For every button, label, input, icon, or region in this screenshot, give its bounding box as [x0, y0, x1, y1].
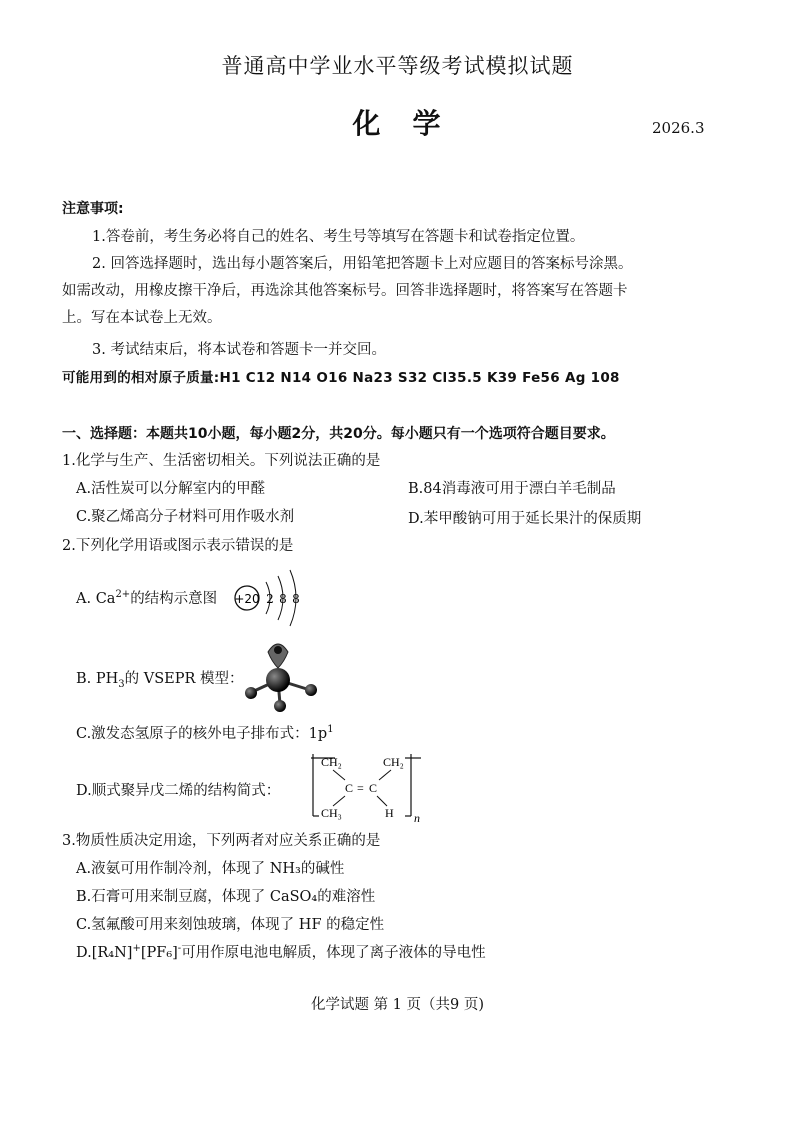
q1-option-d: D.苯甲酸钠可用于延长果汁的保质期	[408, 511, 642, 527]
notice-item-3: 3. 考试结束后，将本试卷和答题卡一并交回。	[92, 342, 386, 358]
notice-item-2: 2. 回答选择题时，选出每小题答案后，用铅笔把答题卡上对应题目的答案标号涂黑。	[92, 256, 633, 272]
q1-option-b: B.84消毒液可用于漂白羊毛制品	[408, 481, 616, 497]
q2-option-c	[76, 722, 334, 743]
label-ch2-left: CH₂	[321, 755, 342, 769]
shell-electrons-1: 2	[266, 592, 274, 606]
vsepr-model-figure	[240, 638, 320, 714]
label-double-bond: =	[357, 781, 364, 795]
bond-ch2-c1	[333, 770, 345, 780]
subject-title: 化 学	[352, 107, 443, 140]
shell-electrons-2: 8	[279, 592, 287, 606]
q3-d-sup1: +	[132, 943, 141, 955]
nucleus-charge: +20	[234, 592, 260, 606]
exam-date: 2026.3	[652, 119, 705, 137]
q2-b-sub: 3	[118, 678, 125, 690]
q3-option-a: A.液氨可用作制冷剂，体现了 NH₃的碱性	[76, 861, 345, 877]
bond-c2-h	[377, 796, 387, 806]
q2-a-text: 的结构示意图	[130, 591, 218, 607]
q1-option-a: A.活性炭可以分解室内的甲醛	[76, 481, 266, 497]
h-atom-right	[305, 684, 317, 696]
q2-c-text: C.激发态氢原子的核外电子排布式：1p	[76, 726, 328, 742]
q2-option-b	[76, 667, 244, 690]
q2-a-charge: 2+	[115, 589, 131, 601]
label-c1: C	[345, 781, 354, 795]
polyisoprene-structure	[305, 748, 425, 824]
q3-stem: 3.物质性质决定用途，下列两者对应关系正确的是	[62, 833, 381, 849]
q3-option-d	[76, 941, 486, 962]
bond-ch2-c2	[379, 770, 391, 780]
label-ch3: CH₃	[321, 806, 342, 820]
q3-option-b: B.石膏可用来制豆腐，体现了 CaSO₄的难溶性	[76, 889, 376, 905]
ca-structure-diagram	[230, 562, 310, 632]
notice-item-1: 1.答卷前，考生务必将自己的姓名、考生号等填写在答题卡和试卷指定位置。	[92, 229, 585, 245]
h-atom-left	[245, 687, 257, 699]
page-footer: 化学试题 第 1 页（共9 页)	[310, 997, 485, 1013]
q2-b-text: 的 VSEPR 模型：	[124, 671, 244, 687]
lone-pair-dot	[274, 646, 282, 654]
q3-d-sup2: -	[177, 943, 182, 955]
q2-option-d: D.顺式聚异戊二烯的结构简式：	[76, 783, 281, 799]
bond-c1-ch3	[333, 796, 345, 806]
q2-b-prefix: B. PH	[76, 671, 119, 687]
section-heading: 一、选择题：本题共10小题，每小题2分，共20分。每小题只有一个选项符合题目要求。	[62, 426, 615, 442]
label-ch2-right: CH₂	[383, 755, 404, 769]
label-c2: C	[369, 781, 378, 795]
shell-electrons-3: 8	[292, 592, 300, 606]
q1-stem: 1.化学与生产、生活密切相关。下列说法正确的是	[62, 453, 381, 469]
exam-title: 普通高中学业水平等级考试模拟试题	[221, 54, 574, 78]
notice-heading: 注意事项:	[62, 201, 124, 217]
h-atom-bottom	[274, 700, 286, 712]
q2-c-sup: 1	[327, 724, 334, 736]
label-n: n	[414, 811, 420, 824]
notice-item-2-cont: 如需改动，用橡皮擦干净后，再选涂其他答案标号。回答非选择题时，将答案写在答题卡	[62, 283, 628, 299]
atomic-masses: 可能用到的相对原子质量:H1 C12 N14 O16 Na23 S32 Cl35.5 K39 Fe56 Ag 108	[62, 370, 620, 386]
q1-option-c: C.聚乙烯高分子材料可用作吸水剂	[76, 509, 295, 525]
q3-option-c: C.氢氟酸可用来刻蚀玻璃，体现了 HF 的稳定性	[76, 917, 385, 933]
q2-stem: 2.下列化学用语或图示表示错误的是	[62, 538, 294, 554]
label-h: H	[385, 806, 394, 820]
q2-a-prefix: A. Ca	[76, 591, 116, 607]
q3-d-mid: [PF₆]	[140, 945, 178, 961]
q3-d-prefix: D.[R₄N]	[76, 945, 133, 961]
central-atom	[266, 668, 290, 692]
notice-item-2-end: 上。写在本试卷上无效。	[62, 310, 222, 326]
q2-option-a	[76, 587, 217, 608]
q3-d-text: 可用作原电池电解质，体现了离子液体的导电性	[181, 945, 486, 961]
